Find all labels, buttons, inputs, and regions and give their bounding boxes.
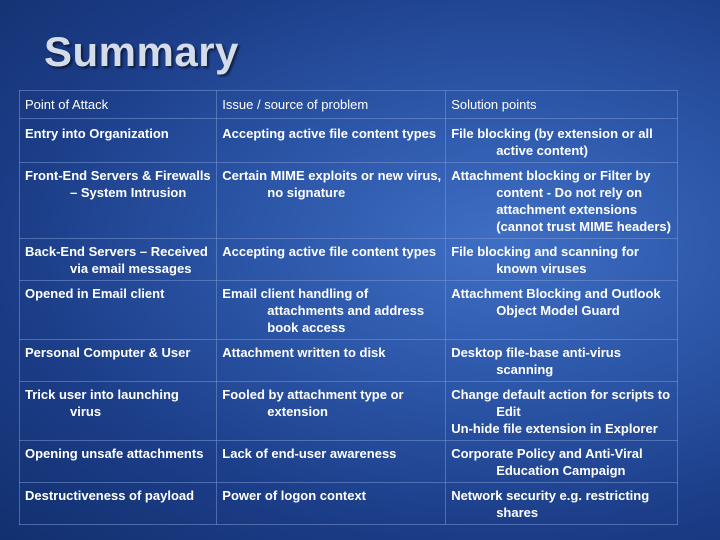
cell-issue: Attachment written to disk xyxy=(222,345,386,360)
table-row xyxy=(20,239,678,281)
cell-solution: File blocking and scanning for known viruses xyxy=(451,244,639,276)
cell-attack: Front-End Servers & Firewalls – System Intrusion xyxy=(25,168,211,200)
cell-attack: Destructiveness of payload xyxy=(25,488,195,503)
table-row xyxy=(20,340,678,382)
cell-attack: Opening unsafe attachments xyxy=(25,446,204,461)
cell-solution: File blocking (by extension or all active content) xyxy=(451,126,653,158)
cell-attack: Opened in Email client xyxy=(25,286,165,301)
cell-solution: Attachment Blocking and Outlook Object Model Guard xyxy=(451,286,661,318)
summary-table xyxy=(19,90,678,525)
cell-attack: Trick user into launching virus xyxy=(25,387,179,419)
table-row xyxy=(20,281,678,340)
cell-issue: Fooled by attachment type or extension xyxy=(222,387,404,419)
table-body xyxy=(20,119,678,525)
table-row xyxy=(20,119,678,163)
cell-issue: Email client handling of attachments and address book access xyxy=(222,286,425,335)
table-row xyxy=(20,163,678,239)
cell-solution: Network security e.g. restricting shares xyxy=(451,488,650,520)
cell-attack: Personal Computer & User xyxy=(25,345,191,360)
cell-issue: Power of logon context xyxy=(222,488,367,503)
header-point-of-attack: Point of Attack xyxy=(20,91,217,119)
cell-attack: Back-End Servers – Received via email messages xyxy=(25,244,208,276)
cell-solution: Corporate Policy and Anti-Viral Education Campaign xyxy=(451,446,643,478)
cell-solution xyxy=(451,386,673,437)
header-issue: Issue / source of problem xyxy=(217,91,446,119)
header-solution: Solution points xyxy=(446,91,678,119)
cell-issue: Certain MIME exploits or new virus, no signature xyxy=(222,168,442,200)
table-header-row xyxy=(20,91,678,119)
table-row xyxy=(20,483,678,525)
cell-solution-line: Un-hide file extension in Explorer xyxy=(451,421,658,436)
table-row xyxy=(20,382,678,441)
cell-issue: Lack of end-user awareness xyxy=(222,446,397,461)
cell-solution: Desktop file-base anti-virus scanning xyxy=(451,345,621,377)
cell-solution: Attachment blocking or Filter by content - Do not rely on attachment extensions (cannot trust MIME headers) xyxy=(451,168,671,234)
cell-solution-line: Change default action for scripts to Edit xyxy=(451,387,671,419)
page-title: Summary xyxy=(44,28,239,75)
table-row xyxy=(20,441,678,483)
cell-attack: Entry into Organization xyxy=(25,126,169,141)
cell-issue: Accepting active file content types xyxy=(222,126,437,141)
cell-issue: Accepting active file content types xyxy=(222,244,437,259)
